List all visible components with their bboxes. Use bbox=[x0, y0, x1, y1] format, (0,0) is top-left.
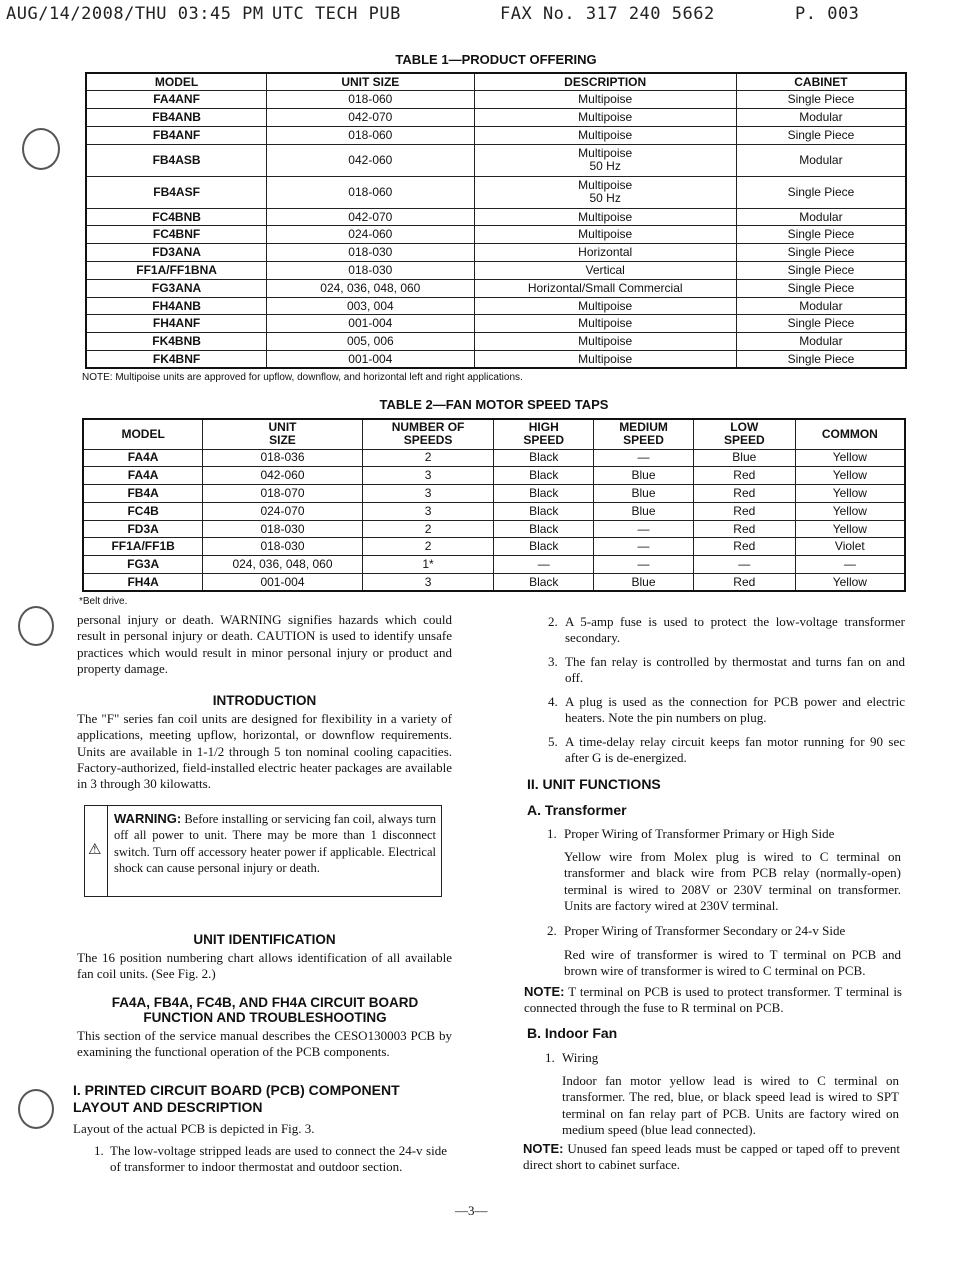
table-cell: Vertical bbox=[474, 262, 736, 280]
table1-title: TABLE 1—PRODUCT OFFERING bbox=[395, 52, 597, 67]
column-header: DESCRIPTION bbox=[474, 73, 736, 91]
product-offering-table bbox=[85, 72, 907, 369]
table-cell: 018-030 bbox=[203, 520, 362, 538]
item-5-number: 5. bbox=[548, 734, 558, 749]
table-cell: Black bbox=[494, 449, 594, 467]
column-header: HIGH SPEED bbox=[494, 419, 594, 449]
fan-motor-speed-taps-table bbox=[82, 418, 906, 592]
punch-hole-top bbox=[22, 128, 60, 170]
table-row bbox=[83, 502, 905, 520]
table-cell: 042-060 bbox=[203, 467, 362, 485]
item-3-number: 3. bbox=[548, 654, 558, 669]
indoor-fan-note-label: NOTE: bbox=[523, 1141, 564, 1156]
pcb-heading: I. PRINTED CIRCUIT BOARD (PCB) COMPONENT LAYOUT AND DESCRIPTION bbox=[73, 1082, 400, 1115]
table-row bbox=[83, 467, 905, 485]
unit-functions-heading: II. UNIT FUNCTIONS bbox=[527, 776, 661, 792]
table-cell: Blue bbox=[594, 502, 694, 520]
item-4-number: 4. bbox=[548, 694, 558, 709]
table-cell: Yellow bbox=[795, 449, 905, 467]
table-cell: 018-030 bbox=[267, 262, 474, 280]
item-1-number: 1. bbox=[94, 1143, 104, 1158]
table-cell: 3 bbox=[362, 467, 494, 485]
table-cell: 001-004 bbox=[267, 315, 474, 333]
table-cell: Single Piece bbox=[736, 351, 906, 369]
table-row bbox=[83, 574, 905, 592]
table-cell: 018-060 bbox=[267, 91, 474, 109]
transformer-note-label: NOTE: bbox=[524, 984, 565, 999]
table-row bbox=[86, 109, 906, 127]
table-cell: 024, 036, 048, 060 bbox=[267, 279, 474, 297]
table-cell: Yellow bbox=[795, 467, 905, 485]
table-header-row bbox=[86, 73, 906, 91]
transformer-item-1-text: Yellow wire from Molex plug is wired to C terminal on transformer and black wire from PCB relay (normally-open) terminal is wired to 208V or 230V terminal on transformer. Units are factory wired at 230V terminal. bbox=[564, 849, 901, 913]
indoor-fan-item-1-title: Wiring bbox=[562, 1050, 599, 1065]
warning-text-block bbox=[114, 811, 436, 876]
page-number: —3— bbox=[455, 1203, 488, 1218]
table-cell: Yellow bbox=[795, 574, 905, 592]
unit-identification-text: The 16 position numbering chart allows identification of all available fan coil units. (See Fig. 2.) bbox=[77, 950, 452, 982]
model-cell: FK4BNF bbox=[86, 351, 267, 369]
column-header: NUMBER OF SPEEDS bbox=[362, 419, 494, 449]
intro-continuation: personal injury or death. WARNING signifies hazards which could result in personal injury or death. CAUTION is used to identify unsafe practices which would result in minor personal injury or product and property damage. bbox=[77, 612, 452, 676]
model-cell: FC4BNB bbox=[86, 208, 267, 226]
transformer-item-1-number: 1. bbox=[547, 826, 557, 841]
warning-triangle-icon: ⚠ bbox=[88, 840, 102, 858]
item-2-number: 2. bbox=[548, 614, 558, 629]
table-cell: Black bbox=[494, 520, 594, 538]
table-cell: Violet bbox=[795, 538, 905, 556]
model-cell: FC4BNF bbox=[86, 226, 267, 244]
table-cell: Red bbox=[693, 485, 795, 503]
table-cell: 018-030 bbox=[267, 244, 474, 262]
column-header: MODEL bbox=[86, 73, 267, 91]
column-header: MODEL bbox=[83, 419, 203, 449]
indoor-fan-item-1-text: Indoor fan motor yellow lead is wired to C terminal on transformer. The red, blue, or black speed lead is wired to SPT terminal on fan relay part of PCB. Units are factory wired on medium speed (blue lead connected). bbox=[562, 1073, 899, 1137]
table1-note: NOTE: Multipoise units are approved for upflow, downflow, and horizontal left and right applications. bbox=[82, 372, 523, 383]
item-2-text: A 5-amp fuse is used to protect the low-voltage transformer secondary. bbox=[565, 614, 905, 646]
table-cell: Black bbox=[494, 538, 594, 556]
model-cell: FG3ANA bbox=[86, 279, 267, 297]
table-cell: Multipoise bbox=[474, 333, 736, 351]
table-header-row bbox=[83, 419, 905, 449]
table-cell: 3 bbox=[362, 502, 494, 520]
introduction-heading: INTRODUCTION bbox=[212, 693, 317, 708]
transformer-item-2-number: 2. bbox=[547, 923, 557, 938]
table-cell: Modular bbox=[736, 109, 906, 127]
transformer-item-2-text: Red wire of transformer is wired to T terminal on PCB and brown wire of transformer is wired to C terminal on PCB. bbox=[564, 947, 901, 979]
model-cell: FB4ANF bbox=[86, 126, 267, 144]
table-cell: Multipoise bbox=[474, 109, 736, 127]
model-cell: FD3ANA bbox=[86, 244, 267, 262]
table-cell: Red bbox=[693, 574, 795, 592]
table-row bbox=[86, 333, 906, 351]
model-cell: FA4A bbox=[83, 467, 203, 485]
transformer-note-text: T terminal on PCB is used to protect transformer. T terminal is connected through the fuse to R terminal on PCB. bbox=[524, 984, 902, 1016]
table-cell: Black bbox=[494, 502, 594, 520]
table-cell: Single Piece bbox=[736, 262, 906, 280]
table-cell: 042-070 bbox=[267, 109, 474, 127]
table-row bbox=[86, 279, 906, 297]
table-cell: Multipoise 50 Hz bbox=[474, 144, 736, 176]
table-cell: Black bbox=[494, 467, 594, 485]
table-row bbox=[86, 315, 906, 333]
indoor-fan-item-1-number: 1. bbox=[545, 1050, 555, 1065]
circuit-board-heading: FA4A, FB4A, FC4B, AND FH4A CIRCUIT BOARD FUNCTION AND TROUBLESHOOTING bbox=[111, 995, 419, 1025]
model-cell: FA4ANF bbox=[86, 91, 267, 109]
model-cell: FH4ANF bbox=[86, 315, 267, 333]
table2-title: TABLE 2—FAN MOTOR SPEED TAPS bbox=[379, 397, 609, 412]
table-cell: Single Piece bbox=[736, 91, 906, 109]
table-cell: Single Piece bbox=[736, 226, 906, 244]
table-cell: Yellow bbox=[795, 485, 905, 503]
table-cell: 042-070 bbox=[267, 208, 474, 226]
item-1-text: The low-voltage stripped leads are used to connect the 24-v side of transformer to indoor thermostat and outdoor section. bbox=[110, 1143, 447, 1175]
table-cell: 2 bbox=[362, 520, 494, 538]
table-cell: — bbox=[594, 538, 694, 556]
indoor-fan-heading: B. Indoor Fan bbox=[527, 1025, 618, 1041]
model-cell: FF1A/FF1B bbox=[83, 538, 203, 556]
table-row bbox=[86, 176, 906, 208]
transformer-item-2-title: Proper Wiring of Transformer Secondary or 24-v Side bbox=[564, 923, 846, 938]
transformer-note bbox=[524, 984, 902, 1017]
fax-date: AUG/14/2008/THU 03:45 PM bbox=[6, 4, 264, 24]
table-cell: 005, 006 bbox=[267, 333, 474, 351]
transformer-heading: A. Transformer bbox=[527, 802, 627, 818]
table-cell: Red bbox=[693, 502, 795, 520]
table-cell: Red bbox=[693, 538, 795, 556]
table-cell: 018-030 bbox=[203, 538, 362, 556]
model-cell: FD3A bbox=[83, 520, 203, 538]
table-cell: Multipoise 50 Hz bbox=[474, 176, 736, 208]
table-cell: Red bbox=[693, 467, 795, 485]
model-cell: FB4ANB bbox=[86, 109, 267, 127]
table-cell: Red bbox=[693, 520, 795, 538]
model-cell: FC4B bbox=[83, 502, 203, 520]
table-cell: Single Piece bbox=[736, 315, 906, 333]
table-cell: Modular bbox=[736, 144, 906, 176]
table-cell: — bbox=[795, 556, 905, 574]
table-cell: Horizontal bbox=[474, 244, 736, 262]
table-row bbox=[83, 556, 905, 574]
table-cell: Multipoise bbox=[474, 226, 736, 244]
circuit-board-text: This section of the service manual describes the CESO130003 PCB by examining the functional operation of the PCB components. bbox=[77, 1028, 452, 1060]
table-row bbox=[86, 351, 906, 369]
table-cell: 2 bbox=[362, 538, 494, 556]
table-cell: Modular bbox=[736, 333, 906, 351]
model-cell: FH4ANB bbox=[86, 297, 267, 315]
table-cell: Black bbox=[494, 574, 594, 592]
column-header: UNIT SIZE bbox=[203, 419, 362, 449]
punch-hole-middle bbox=[18, 606, 54, 646]
table-row bbox=[86, 226, 906, 244]
table-cell: 018-070 bbox=[203, 485, 362, 503]
table-cell: — bbox=[693, 556, 795, 574]
model-cell: FB4A bbox=[83, 485, 203, 503]
model-cell: FH4A bbox=[83, 574, 203, 592]
table-cell: 024-070 bbox=[203, 502, 362, 520]
table-cell: — bbox=[594, 556, 694, 574]
table-cell: Multipoise bbox=[474, 208, 736, 226]
table-cell: Multipoise bbox=[474, 91, 736, 109]
table-row bbox=[83, 538, 905, 556]
table-cell: Single Piece bbox=[736, 176, 906, 208]
table-cell: Horizontal/Small Commercial bbox=[474, 279, 736, 297]
warning-label: WARNING: bbox=[114, 811, 182, 826]
fax-sender: UTC TECH PUB bbox=[272, 4, 401, 24]
table-row bbox=[86, 244, 906, 262]
pcb-text: Layout of the actual PCB is depicted in Fig. 3. bbox=[73, 1121, 315, 1136]
table-cell: Single Piece bbox=[736, 126, 906, 144]
indoor-fan-note bbox=[523, 1141, 900, 1174]
table-cell: Single Piece bbox=[736, 244, 906, 262]
table-cell: 018-036 bbox=[203, 449, 362, 467]
table-row bbox=[86, 144, 906, 176]
column-header: CABINET bbox=[736, 73, 906, 91]
table-cell: Modular bbox=[736, 208, 906, 226]
table-cell: 001-004 bbox=[203, 574, 362, 592]
item-4-text: A plug is used as the connection for PCB power and electric heaters. Note the pin numbers on plug. bbox=[565, 694, 905, 726]
table-cell: Single Piece bbox=[736, 279, 906, 297]
model-cell: FG3A bbox=[83, 556, 203, 574]
table-cell: Multipoise bbox=[474, 297, 736, 315]
item-5-text: A time-delay relay circuit keeps fan motor running for 90 sec after G is de-energized. bbox=[565, 734, 905, 766]
table-cell: Yellow bbox=[795, 502, 905, 520]
table-cell: Yellow bbox=[795, 520, 905, 538]
column-header: COMMON bbox=[795, 419, 905, 449]
table-cell: — bbox=[594, 520, 694, 538]
table-row bbox=[83, 449, 905, 467]
model-cell: FK4BNB bbox=[86, 333, 267, 351]
transformer-item-1-title: Proper Wiring of Transformer Primary or High Side bbox=[564, 826, 835, 841]
table-cell: 042-060 bbox=[267, 144, 474, 176]
table-row bbox=[86, 297, 906, 315]
table-cell: 2 bbox=[362, 449, 494, 467]
model-cell: FB4ASB bbox=[86, 144, 267, 176]
table-row bbox=[86, 91, 906, 109]
table-cell: Multipoise bbox=[474, 351, 736, 369]
table-cell: 018-060 bbox=[267, 126, 474, 144]
table-cell: 3 bbox=[362, 485, 494, 503]
table-cell: 3 bbox=[362, 574, 494, 592]
item-3-text: The fan relay is controlled by thermostat and turns fan on and off. bbox=[565, 654, 905, 686]
column-header: MEDIUM SPEED bbox=[594, 419, 694, 449]
table-cell: Multipoise bbox=[474, 315, 736, 333]
punch-hole-bottom bbox=[18, 1089, 54, 1129]
model-cell: FA4A bbox=[83, 449, 203, 467]
table-cell: — bbox=[494, 556, 594, 574]
table-cell: 024-060 bbox=[267, 226, 474, 244]
table-cell: 001-004 bbox=[267, 351, 474, 369]
indoor-fan-note-text: Unused fan speed leads must be capped or taped off to prevent direct short to cabinet surface. bbox=[523, 1141, 900, 1173]
table-cell: Blue bbox=[693, 449, 795, 467]
table-cell: Modular bbox=[736, 297, 906, 315]
table2-footnote: *Belt drive. bbox=[79, 596, 128, 607]
table-cell: Blue bbox=[594, 574, 694, 592]
model-cell: FF1A/FF1BNA bbox=[86, 262, 267, 280]
table-cell: — bbox=[594, 449, 694, 467]
introduction-text: The "F" series fan coil units are designed for flexibility in a variety of applications, meeting upflow, horizontal, or downflow requirements. Units are available in 1-1/2 through 5 ton nominal cooling capacities. Factory-authorized, field-installed electric heater packages are available in 3 through 30 kilowatts. bbox=[77, 711, 452, 792]
table-row bbox=[83, 485, 905, 503]
warning-box bbox=[84, 805, 442, 897]
table-row bbox=[86, 208, 906, 226]
table-cell: 003, 004 bbox=[267, 297, 474, 315]
table-cell: 1* bbox=[362, 556, 494, 574]
table-cell: Blue bbox=[594, 485, 694, 503]
unit-identification-heading: UNIT IDENTIFICATION bbox=[193, 932, 336, 947]
column-header: UNIT SIZE bbox=[267, 73, 474, 91]
warning-text: Before installing or servicing fan coil, always turn off all power to unit. There may be more than 1 disconnect switch. Turn off accessory heater power if applicable. Electrical shock can cause personal injury or death. bbox=[114, 812, 436, 875]
table-cell: Blue bbox=[594, 467, 694, 485]
fax-number: FAX No. 317 240 5662 bbox=[500, 4, 715, 24]
table-row bbox=[86, 262, 906, 280]
table-cell: 024, 036, 048, 060 bbox=[203, 556, 362, 574]
model-cell: FB4ASF bbox=[86, 176, 267, 208]
column-header: LOW SPEED bbox=[693, 419, 795, 449]
table-cell: 018-060 bbox=[267, 176, 474, 208]
table-row bbox=[86, 126, 906, 144]
table-row bbox=[83, 520, 905, 538]
fax-page: P. 003 bbox=[795, 4, 860, 24]
table-cell: Multipoise bbox=[474, 126, 736, 144]
table-cell: Black bbox=[494, 485, 594, 503]
